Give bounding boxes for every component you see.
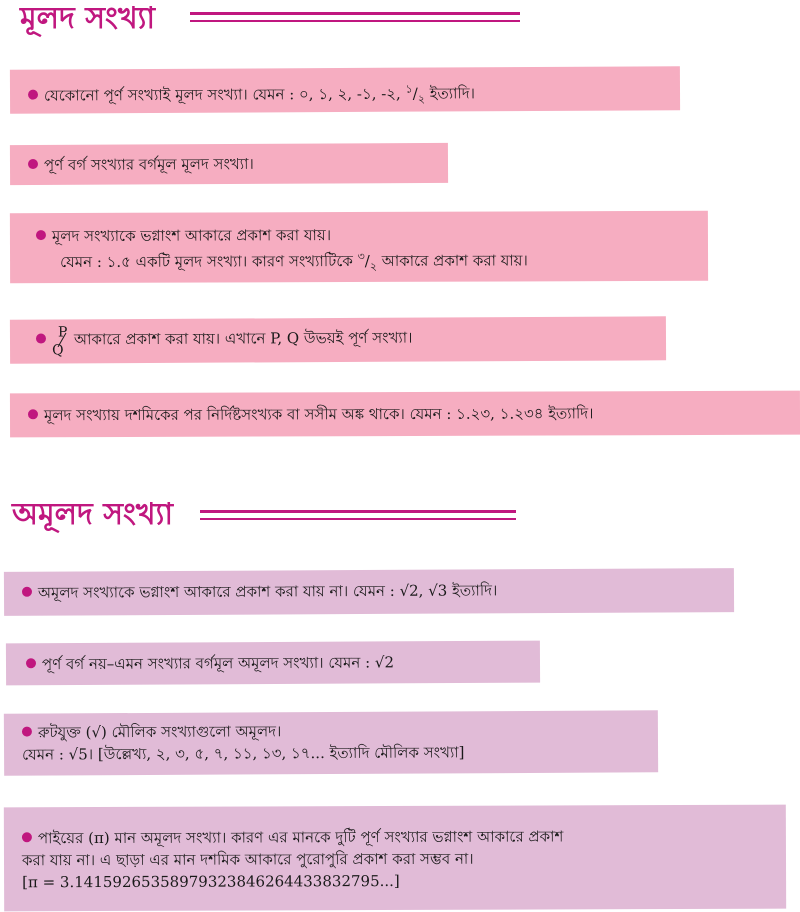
irrational-card-3-line-2: যেমন : √5। [উল্লেখ্য, ২, ৩, ৫, ৭, ১১, ১৩, ১৭... ইত্যাদি মৌলিক সংখ্যা] — [22, 743, 465, 764]
rational-card-1-suffix: ইত্যাদি। — [424, 84, 476, 103]
irrational-card-4-line-1: পাইয়ের (π) মান অমূলদ সংখ্যা। কারণ এর মানকে দুটি পূর্ণ সংখ্যার ভগ্নাংশ আকারে প্রকাশ — [37, 827, 564, 848]
rational-card-1: যেকোনো পূর্ণ সংখ্যাই মূলদ সংখ্যা। যেমন : ০, ১, ২, -১, -২, $^১/_২$ ইত্যাদি। — [10, 66, 680, 114]
irrational-card-4-line-3: [π = 3.14159265358979323846264433832795...] — [22, 871, 400, 892]
bullet-icon — [28, 90, 38, 100]
rational-card-1-text: যেকোনো পূর্ণ সংখ্যাই মূলদ সংখ্যা। যেমন : ০, ১, ২, -১, -২, — [43, 84, 406, 105]
rational-card-3-line-2: যেমন : ১.৫ একটি মূলদ সংখ্যা। কারণ সংখ্যাটিকে — [60, 252, 358, 272]
irrational-card-2-text: পূর্ণ বর্গ নয়–এমন সংখ্যার বর্গমূল অমূলদ সংখ্যা। যেমন : √2 — [41, 653, 395, 674]
bullet-icon — [22, 832, 32, 842]
rational-card-4-text: আকারে প্রকাশ করা যায়। এখানে P, Q উভয়ই পূর্ণ সংখ্যা। — [73, 328, 413, 349]
bullet-icon — [28, 159, 38, 169]
irrational-card-1-text: অমূলদ সংখ্যাকে ভগ্নাংশ আকারে প্রকাশ করা যায় না। যেমন : √2, √3 ইত্যাদি। — [37, 581, 498, 602]
irrational-heading-rule-top — [200, 510, 516, 513]
rational-card-2-text: পূর্ণ বর্গ সংখ্যার বর্গমূল মূলদ সংখ্যা। — [43, 154, 254, 174]
bullet-icon — [22, 587, 32, 597]
rational-card-3-line-1: মূলদ সংখ্যাকে ভগ্নাংশ আকারে প্রকাশ করা যায়। — [51, 226, 332, 246]
bullet-icon — [36, 230, 46, 240]
p-over-q-fraction — [52, 324, 72, 359]
rational-card-3: মূলদ সংখ্যাকে ভগ্নাংশ আকারে প্রকাশ করা যায়। যেমন : ১.৫ একটি মূলদ সংখ্যা। কারণ সংখ্যাটিকে $^৩/_২$ আকারে প্রকাশ করা যায়। — [10, 211, 708, 283]
irrational-card-3-line-1: রুটযুক্ত (√) মৌলিক সংখ্যাগুলো অমূলদ। — [37, 722, 282, 742]
irrational-card-4 — [4, 805, 786, 912]
irrational-card-1 — [4, 568, 734, 616]
fraction-numerator: ৩ — [357, 249, 365, 264]
rational-heading-rule-top — [190, 12, 520, 15]
fraction-p: P — [57, 324, 68, 341]
fraction-denominator: ২ — [369, 259, 378, 273]
fraction-denominator: ২ — [417, 92, 425, 106]
irrational-card-4-line-2: করা যায় না। এ ছাড়া এর মান দশমিক আকারে পুরোপুরি প্রকাশ করা সম্ভব না। — [21, 849, 474, 870]
irrational-card-3 — [4, 710, 658, 775]
rational-card-5 — [10, 391, 800, 438]
bullet-icon — [22, 727, 32, 737]
fraction-numerator: ১ — [405, 82, 413, 96]
bullet-icon — [26, 658, 36, 668]
rational-heading-rule-bottom — [190, 20, 520, 22]
irrational-heading: অমূলদ সংখ্যা — [12, 497, 174, 532]
rational-card-4 — [10, 316, 666, 363]
bullet-icon — [28, 409, 38, 419]
fraction-q: Q — [52, 342, 64, 359]
rational-heading: মূলদ সংখ্যা — [20, 1, 156, 36]
rational-card-3-suffix: আকারে প্রকাশ করা যায়। — [376, 251, 528, 270]
irrational-card-2 — [6, 641, 540, 686]
rational-card-5-text: মূলদ সংখ্যায় দশমিকের পর নির্দিষ্টসংখ্যক বা সসীম অঙ্ক থাকে। যেমন : ১.২৩, ১.২৩৪ ইত্যাদি। — [43, 404, 594, 425]
irrational-heading-rule-bottom — [200, 518, 516, 520]
rational-card-2 — [10, 143, 448, 185]
bullet-icon — [36, 334, 46, 344]
